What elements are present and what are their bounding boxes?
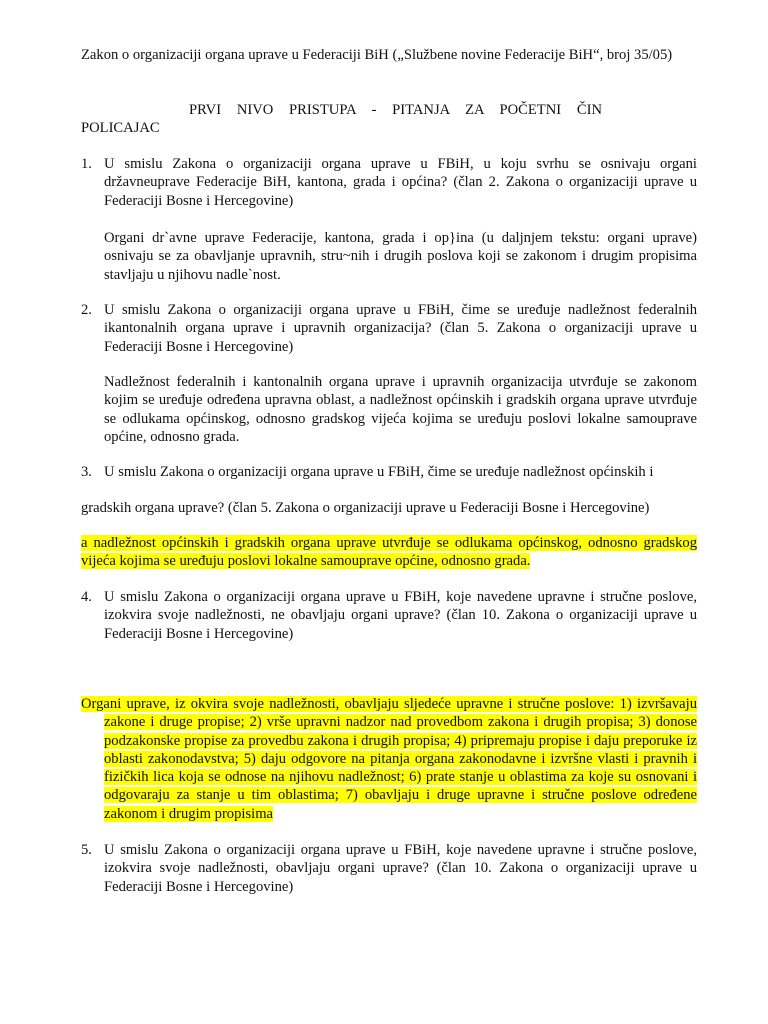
question-number: 4. (81, 589, 92, 605)
answer-1: Organi dr`avne uprave Federacije, kantona, grada i op}ina (u daljnjem tekstu: organi uprave) osnivaju se za obavljanje upravnih, stru~nih i drugih poslova koji se zakonom i drugim propisima stavljaju u njihovu nadle`nost. (104, 230, 697, 283)
document-title (81, 101, 697, 138)
question-5 (81, 841, 697, 896)
question-3-continued: gradskih organa uprave? (član 5. Zakona o organizaciji uprave u Federaciji Bosne i Hercegovine) (81, 500, 650, 516)
answer-2: Nadležnost federalnih i kantonalnih organa uprave i upravnih organizacija utvrđuje se zakonom kojim se uređuje određena upravna oblast, a nadležnost općinskih i gradskih organa uprave utvrđuje se odlukama općinskog, odnosno gradskog vijeća kojima se uređuju poslovi lokalne samouprave općine, odnosno grada. (104, 374, 697, 445)
question-number: 2. (81, 302, 92, 318)
question-text: U smislu Zakona o organizaciji organa uprave u FBiH, koje navedene upravne i stručne poslove, izokvira svoje nadležnosti, obavljaju organi uprave? (član 10. Zakona o organizaciji uprave u Federaciji Bosne i Hercegovine) (104, 842, 697, 895)
question-text: U smislu Zakona o organizaciji organa uprave u FBiH, čime se uređuje nadležnost općinskih i (104, 464, 654, 480)
law-reference-header: Zakon o organizaciji organa uprave u Federaciji BiH („Službene novine Federacije BiH“, broj 35/05) (81, 47, 673, 63)
question-3 (81, 463, 697, 481)
title-line-2: POLICAJAC (81, 120, 160, 137)
question-text: U smislu Zakona o organizaciji organa uprave u FBiH, čime se uređuje nadležnost federalnih ikantonalnih organa uprave i upravnih organizacija? (član 5. Zakona o organizaciji uprave u Federaciji Bosne i Hercegovine) (104, 302, 697, 355)
question-number: 5. (81, 842, 92, 858)
question-number: 3. (81, 464, 92, 480)
question-2 (81, 301, 697, 356)
question-text: U smislu Zakona o organizaciji organa uprave u FBiH, koje navedene upravne i stručne poslove, izokvira svoje nadležnosti, ne obavljaju organi uprave? (član 10. Zakona o organizaciji uprave u Federaciji Bosne i Hercegovine) (104, 589, 697, 642)
answer-3 (81, 534, 697, 571)
highlighted-answer: Organi uprave, iz okvira svoje nadležnosti, obavljaju sljedeće upravne i stručne poslove: 1) izvršavaju zakone i druge propise; 2) vrše upravni nadzor nad provedbom zakona i drugih propisa; 3) donose podzakonske propise za provedbu zakona i drugih propisa; 4) pripremaju propise i daju preporuke iz oblasti zakonodavstva; 5) daju odgovore na pitanja organa zakonodavne i izvršne vlasti i pravnih i fizičkih lica koja se odnose na njihovu nadležnost; 6) prate stanje u oblastima za koje su osnovani i odgovaraju za stanje u tim oblastima; 7) obavljaju i druge upravne i stručne poslove određene zakonom i drugim propisima (81, 696, 697, 822)
question-4 (81, 588, 697, 643)
question-number: 1. (81, 156, 92, 172)
highlighted-answer: a nadležnost općinskih i gradskih organa uprave utvrđuje se odlukama općinskog, odnosno gradskog vijeća kojima se uređuju poslovi lokalne samouprave općine, odnosno grada. (81, 535, 697, 570)
question-text: U smislu Zakona o organizaciji organa uprave u FBiH, u koju svrhu se osnivaju organi državneuprave Federacije BiH, kantona, grada i općina? (član 2. Zakona o organizaciji uprave u Federaciji Bosne i Hercegovine) (104, 156, 697, 209)
question-1 (81, 155, 697, 210)
title-line-1: PRVI NIVO PRISTUPA - PITANJA ZA POČETNI ČIN (189, 102, 602, 118)
answer-4 (81, 695, 697, 823)
